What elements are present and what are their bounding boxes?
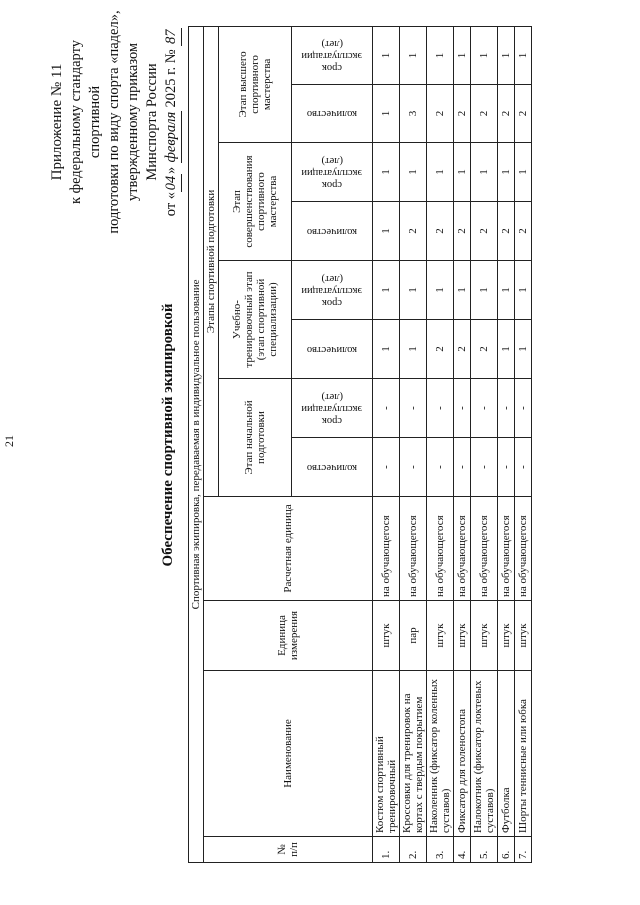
- cell-value: 2: [515, 202, 532, 261]
- cell-value: -: [515, 379, 532, 438]
- subheader-qty: [292, 320, 373, 379]
- term-label: срок эксплуатации (лет): [301, 155, 363, 190]
- row-name: Налокотник (фиксатор локтевых суставов): [471, 671, 498, 837]
- cell-value: 2: [471, 85, 498, 143]
- row-calc: на обучающегося: [373, 497, 400, 601]
- row-calc: на обучающегося: [400, 497, 427, 601]
- cell-value: -: [400, 379, 427, 438]
- page-title: Обеспечение спортивной экипировкой: [160, 303, 176, 567]
- cell-value: 2: [498, 85, 515, 143]
- cell-value: 1: [373, 261, 400, 320]
- col-header-stages: Этапы спортивной подготовки: [204, 26, 219, 496]
- appendix-line-3: подготовки по виду спорта «падел»,: [106, 10, 122, 234]
- col-header-name: Наименование: [204, 671, 373, 837]
- cell-value: 2: [498, 202, 515, 261]
- subheader-qty: [292, 85, 373, 143]
- cell-value: 2: [454, 320, 471, 379]
- date-prefix: от «: [163, 191, 179, 217]
- row-name: Фиксатор для голеностопа: [454, 671, 471, 837]
- row-calc: на обучающегося: [515, 497, 532, 601]
- row-calc: на обучающегося: [427, 497, 454, 601]
- top-header-text: Спортивная экипировка, передаваемая в индивидуальное пользование: [190, 279, 202, 610]
- cell-value: 2: [471, 202, 498, 261]
- cell-value: -: [498, 379, 515, 438]
- qty-label: количество: [306, 108, 358, 120]
- row-calc: на обучающегося: [454, 497, 471, 601]
- row-name: Шорты теннисные или юбка: [515, 671, 532, 837]
- date-month: февраля: [162, 111, 182, 163]
- qty-label: количество: [306, 462, 358, 473]
- row-unit: штук: [454, 601, 471, 671]
- appendix-line-2: к федеральному стандарту спортивной: [68, 40, 103, 204]
- cell-value: 1: [471, 143, 498, 202]
- cell-value: 1: [427, 261, 454, 320]
- date-year: 2025 г. №: [163, 49, 179, 108]
- cell-value: -: [373, 379, 400, 438]
- table-top-header: [189, 26, 204, 862]
- cell-value: -: [498, 438, 515, 497]
- date-mid: »: [163, 166, 179, 174]
- cell-value: 2: [400, 202, 427, 261]
- cell-value: 1: [515, 261, 532, 320]
- qty-label: количество: [306, 226, 358, 237]
- cell-value: -: [471, 379, 498, 438]
- cell-value: 1: [373, 202, 400, 261]
- cell-value: -: [373, 438, 400, 497]
- col-header-unit: Единица измерения: [204, 601, 373, 671]
- table-row: [427, 26, 454, 862]
- cell-value: 1: [427, 26, 454, 84]
- subheader-term: [292, 143, 373, 202]
- appendix-line-4: утвержденному приказом Минспорта России: [125, 42, 160, 202]
- cell-value: -: [454, 379, 471, 438]
- row-name: Наколенник (фиксатор коленных суставов): [427, 671, 454, 837]
- row-unit: пар: [400, 601, 427, 671]
- cell-value: 2: [427, 85, 454, 143]
- subheader-term: [292, 26, 373, 84]
- row-num: 1.: [373, 837, 400, 863]
- cell-value: -: [427, 438, 454, 497]
- cell-value: 1: [515, 320, 532, 379]
- cell-value: 1: [515, 26, 532, 84]
- row-num: 4.: [454, 837, 471, 863]
- cell-value: 1: [471, 26, 498, 84]
- cell-value: 1: [515, 143, 532, 202]
- subheader-qty: [292, 202, 373, 261]
- cell-value: 1: [498, 143, 515, 202]
- cell-value: 1: [373, 143, 400, 202]
- cell-value: 1: [498, 261, 515, 320]
- row-calc: на обучающегося: [471, 497, 498, 601]
- table-row: [515, 26, 532, 862]
- col-header-calc-unit: Расчетная единица: [204, 497, 373, 601]
- cell-value: 2: [515, 85, 532, 143]
- row-num: 6.: [498, 837, 515, 863]
- cell-value: -: [427, 379, 454, 438]
- cell-value: 2: [454, 202, 471, 261]
- row-num: 2.: [400, 837, 427, 863]
- cell-value: 1: [498, 26, 515, 84]
- row-name: Футболка: [498, 671, 515, 837]
- stage-header-2: Учебно-тренировочный этап (этап спортивной специализации): [219, 261, 292, 379]
- qty-label: количество: [306, 344, 358, 355]
- cell-value: 3: [400, 85, 427, 143]
- order-number: 87: [162, 28, 182, 46]
- row-unit: штук: [373, 601, 400, 671]
- cell-value: 2: [427, 202, 454, 261]
- subheader-term: [292, 261, 373, 320]
- appendix-title: Приложение № 11: [49, 63, 65, 181]
- subheader-term: [292, 379, 373, 438]
- cell-value: -: [515, 438, 532, 497]
- table-row: [498, 26, 515, 862]
- row-num: 3.: [427, 837, 454, 863]
- table-row: [471, 26, 498, 862]
- cell-value: 1: [400, 320, 427, 379]
- cell-value: 1: [498, 320, 515, 379]
- row-name: Костюм спортивный тренировочный: [373, 671, 400, 837]
- cell-value: -: [454, 438, 471, 497]
- page-number: 21: [2, 435, 16, 447]
- cell-value: 1: [400, 143, 427, 202]
- cell-value: 1: [454, 143, 471, 202]
- table-row: [454, 26, 471, 862]
- cell-value: 1: [373, 26, 400, 84]
- col-header-num: № п/п: [204, 837, 373, 863]
- row-num: 7.: [515, 837, 532, 863]
- term-label: срок эксплуатации (лет): [301, 38, 363, 74]
- row-unit: штук: [498, 601, 515, 671]
- term-label: срок эксплуатации (лет): [301, 273, 363, 308]
- row-calc: на обучающегося: [498, 497, 515, 601]
- subheader-qty: [292, 438, 373, 497]
- cell-value: 1: [373, 85, 400, 143]
- term-label: срок эксплуатации (лет): [301, 391, 363, 426]
- cell-value: 1: [471, 261, 498, 320]
- cell-value: 1: [454, 261, 471, 320]
- row-unit: штук: [427, 601, 454, 671]
- cell-value: -: [400, 438, 427, 497]
- stage-header-1: Этап начальной подготовки: [219, 379, 292, 497]
- row-name: Кроссовки для тренировок на кортах с твердым покрытием: [400, 671, 427, 837]
- table-row: [400, 26, 427, 862]
- cell-value: -: [471, 438, 498, 497]
- cell-value: 2: [454, 85, 471, 143]
- cell-value: 2: [427, 320, 454, 379]
- row-num: 5.: [471, 837, 498, 863]
- date-day: 04: [162, 174, 182, 192]
- cell-value: 1: [427, 143, 454, 202]
- cell-value: 1: [400, 26, 427, 84]
- cell-value: 1: [454, 26, 471, 84]
- table-row: [373, 26, 400, 862]
- cell-value: 1: [400, 261, 427, 320]
- stage-header-3: Этап совершенствования спортивного мастерства: [219, 143, 292, 261]
- row-unit: штук: [515, 601, 532, 671]
- stage-header-4: Этап высшего спортивного мастерства: [219, 26, 292, 142]
- equipment-table: [188, 26, 532, 863]
- cell-value: 2: [471, 320, 498, 379]
- cell-value: 1: [373, 320, 400, 379]
- row-unit: штук: [471, 601, 498, 671]
